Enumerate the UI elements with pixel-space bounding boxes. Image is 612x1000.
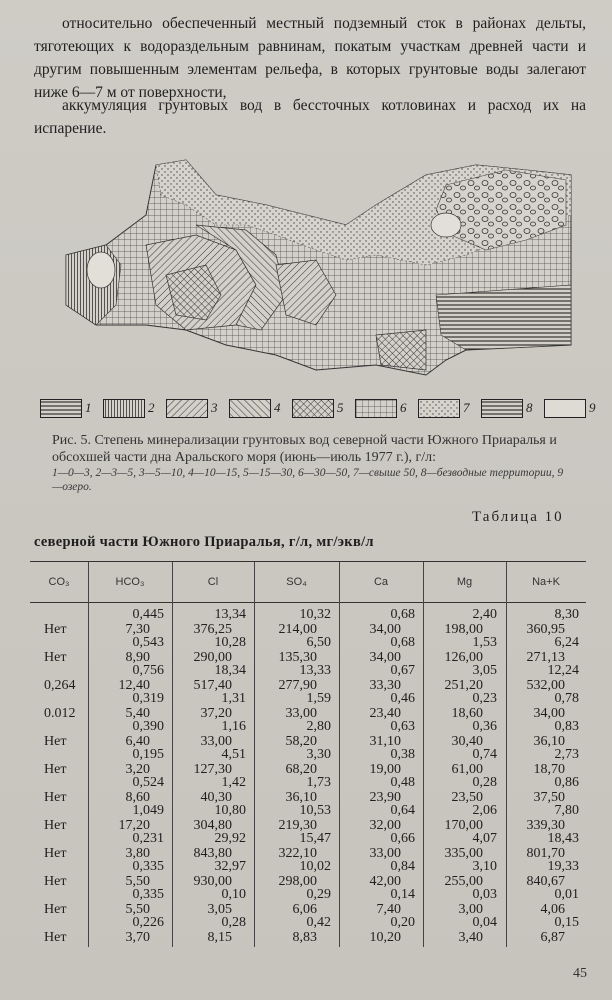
value-mg-l: 0,335	[132, 859, 164, 874]
cell-nak	[527, 635, 580, 665]
cell-ca	[370, 607, 416, 637]
cell-hco3	[126, 607, 165, 637]
legend-number: 3	[211, 400, 218, 415]
value-mg-l: 0,335	[132, 887, 164, 902]
cell-co3: 0,264	[44, 678, 76, 693]
cell-ca	[377, 887, 416, 917]
value-mg-l: 0,445	[132, 607, 164, 622]
value-mg-ekv: 251,20	[444, 678, 483, 693]
value-mg-ekv: 304,80	[193, 818, 232, 833]
figure-caption-legend: 1—0—3, 2—3—5, 3—5—10, 4—10—15, 5—15—30, 6—30—50, 7—свыше 50, 8—безводные территории, 9—озеро.	[52, 467, 564, 493]
header-cell: HCO₃	[115, 576, 145, 588]
cell-mg	[445, 831, 498, 861]
value-mg-l: 2,06	[472, 803, 497, 818]
cell-cl	[194, 663, 247, 693]
value-mg-ekv: 61,00	[451, 762, 483, 777]
cell-hco3	[119, 663, 165, 693]
value-mg-l: 1,31	[221, 691, 246, 706]
legend-swatch-diag	[166, 399, 208, 418]
value-mg-l: 0,78	[554, 691, 579, 706]
legend-swatch-hstripe	[40, 399, 82, 418]
cell-hco3	[126, 859, 165, 889]
value-mg-l: 1,53	[472, 635, 497, 650]
value-mg-ekv: 3,80	[125, 846, 150, 861]
cell-cl	[194, 635, 247, 665]
legend-number: 8	[526, 400, 533, 415]
value-mg-l: 0,14	[390, 887, 415, 902]
value-mg-ekv: 8,15	[207, 930, 232, 945]
cell-nak	[534, 719, 580, 749]
value-mg-ekv: 58,20	[285, 734, 317, 749]
value-mg-ekv: 17,20	[118, 818, 150, 833]
value-mg-ekv: 4,06	[540, 902, 565, 917]
cell-ca	[370, 775, 416, 805]
value-mg-l: 0,29	[306, 887, 331, 902]
cell-cl	[194, 747, 247, 777]
cell-mg	[452, 775, 498, 805]
value-mg-l: 0,83	[554, 719, 579, 734]
cell-so4	[286, 747, 332, 777]
value-mg-ekv: 6,40	[125, 734, 150, 749]
value-mg-l: 13,34	[214, 607, 246, 622]
cell-mg	[452, 747, 498, 777]
value-mg-l: 0,42	[306, 915, 331, 930]
value-mg-ekv: 3,40	[458, 930, 483, 945]
value-mg-l: 2,80	[306, 719, 331, 734]
value-mg-ekv: 34,00	[369, 650, 401, 665]
value-mg-l: 10,02	[299, 859, 331, 874]
value-mg-l: 1,42	[221, 775, 246, 790]
legend-number: 4	[274, 400, 281, 415]
cell-nak	[527, 663, 580, 693]
value-mg-l: 0,390	[132, 719, 164, 734]
legend-swatch-vstripe	[103, 399, 145, 418]
value-mg-ekv: 36,10	[533, 734, 565, 749]
value-mg-ekv: 6,87	[540, 930, 565, 945]
cell-ca	[370, 859, 416, 889]
value-mg-ekv: 126,00	[444, 650, 483, 665]
figure-caption: Рис. 5. Степень минерализации грунтовых вод северной части Южного Приаралья и обсохшей части дна Аральского моря (июнь—июль 1977 г.), г/л:	[52, 433, 557, 465]
value-mg-l: 0,36	[472, 719, 497, 734]
cell-nak	[534, 691, 580, 721]
value-mg-l: 12,24	[547, 663, 579, 678]
value-mg-ekv: 840,67	[526, 874, 565, 889]
value-mg-ekv: 255,00	[444, 874, 483, 889]
value-mg-l: 0,86	[554, 775, 579, 790]
value-mg-ekv: 10,20	[369, 930, 401, 945]
value-mg-l: 2,73	[554, 747, 579, 762]
cell-hco3	[126, 691, 165, 721]
header-cell: Mg	[456, 576, 473, 588]
cell-co3: 0.012	[44, 706, 76, 721]
value-mg-l: 0,04	[472, 915, 497, 930]
value-mg-l: 19,33	[547, 859, 579, 874]
value-mg-ekv: 23,90	[369, 790, 401, 805]
legend-item-3	[166, 399, 225, 418]
value-mg-ekv: 34,00	[369, 622, 401, 637]
cell-so4	[286, 775, 332, 805]
value-mg-l: 0,28	[221, 915, 246, 930]
value-mg-ekv: 37,50	[533, 790, 565, 805]
value-mg-l: 0,68	[390, 607, 415, 622]
value-mg-ekv: 5,40	[125, 706, 150, 721]
cell-so4	[293, 887, 332, 917]
legend-item-6	[355, 399, 414, 418]
value-mg-l: 13,33	[299, 663, 331, 678]
value-mg-ekv: 19,00	[369, 762, 401, 777]
value-mg-ekv: 32,00	[369, 818, 401, 833]
value-mg-l: 0,64	[390, 803, 415, 818]
value-mg-l: 6,24	[554, 635, 579, 650]
paragraph-1: относительно обеспеченный местный подземный сток в районах дельты, тяготеющих к водораздельным равнинам, покатым участкам древней части и другим повышенным элементам рельефа, в которых грунтовые воды залегают ниже 6—7 м от поверхности,	[34, 15, 586, 101]
cell-hco3	[126, 831, 165, 861]
cell-ca	[370, 831, 416, 861]
value-mg-l: 10,53	[299, 803, 331, 818]
cell-cl	[194, 831, 247, 861]
cell-nak	[541, 887, 580, 917]
value-mg-ekv: 5,50	[125, 874, 150, 889]
cell-so4	[279, 859, 332, 889]
cell-so4	[286, 719, 332, 749]
legend-number: 2	[148, 400, 155, 415]
cell-co3: Нет	[44, 874, 67, 889]
value-mg-ekv: 68,20	[285, 762, 317, 777]
value-mg-l: 4,07	[472, 831, 497, 846]
cell-hco3	[126, 887, 165, 917]
value-mg-l: 1,73	[306, 775, 331, 790]
cell-so4	[293, 915, 332, 945]
value-mg-l: 0,28	[472, 775, 497, 790]
chemistry-table	[30, 561, 586, 947]
value-mg-l: 29,92	[214, 831, 246, 846]
value-mg-l: 1,049	[132, 803, 164, 818]
value-mg-ekv: 42,00	[369, 874, 401, 889]
legend-swatch-grid	[355, 399, 397, 418]
value-mg-l: 0,10	[221, 887, 246, 902]
cell-co3: Нет	[44, 650, 67, 665]
value-mg-l: 0,756	[132, 663, 164, 678]
table-row	[30, 915, 586, 954]
value-mg-ekv: 12,40	[118, 678, 150, 693]
value-mg-ekv: 34,00	[533, 706, 565, 721]
value-mg-l: 0,20	[390, 915, 415, 930]
cell-cl	[201, 719, 247, 749]
cell-so4	[279, 607, 332, 637]
value-mg-l: 18,34	[214, 663, 246, 678]
value-mg-ekv: 33,30	[369, 678, 401, 693]
value-mg-l: 0,226	[132, 915, 164, 930]
value-mg-ekv: 219,30	[278, 818, 317, 833]
value-mg-l: 0,319	[132, 691, 164, 706]
value-mg-ekv: 360,95	[526, 622, 565, 637]
value-mg-l: 3,05	[472, 663, 497, 678]
cell-nak	[527, 859, 580, 889]
cell-ca	[370, 747, 416, 777]
cell-hco3	[126, 747, 165, 777]
value-mg-ekv: 517,40	[193, 678, 232, 693]
value-mg-l: 10,28	[214, 635, 246, 650]
cell-co3: Нет	[44, 622, 67, 637]
header-cell: SO₄	[286, 576, 307, 588]
value-mg-l: 0,84	[390, 859, 415, 874]
cell-co3: Нет	[44, 902, 67, 917]
cell-mg	[452, 719, 498, 749]
cell-so4	[279, 663, 332, 693]
legend-swatch-hstripe-dense	[481, 399, 523, 418]
value-mg-ekv: 135,30	[278, 650, 317, 665]
value-mg-ekv: 7,40	[376, 902, 401, 917]
header-cell: Ca	[373, 576, 389, 588]
cell-mg	[452, 691, 498, 721]
value-mg-ekv: 30,40	[451, 734, 483, 749]
value-mg-ekv: 3,70	[125, 930, 150, 945]
cell-nak	[534, 775, 580, 805]
value-mg-l: 32,97	[214, 859, 246, 874]
value-mg-ekv: 198,00	[444, 622, 483, 637]
cell-ca	[370, 803, 416, 833]
value-mg-ekv: 8,90	[125, 650, 150, 665]
value-mg-ekv: 40,30	[200, 790, 232, 805]
cell-ca	[370, 719, 416, 749]
cell-cl	[201, 691, 247, 721]
cell-ca	[370, 635, 416, 665]
value-mg-ekv: 290,00	[193, 650, 232, 665]
value-mg-ekv: 801,70	[526, 846, 565, 861]
legend-item-5	[292, 399, 351, 418]
value-mg-ekv: 18,70	[533, 762, 565, 777]
value-mg-l: 3,10	[472, 859, 497, 874]
legend-item-8	[481, 399, 540, 418]
legend-number: 5	[337, 400, 344, 415]
legend-swatch-cross	[292, 399, 334, 418]
value-mg-ekv: 3,20	[125, 762, 150, 777]
value-mg-ekv: 8,60	[125, 790, 150, 805]
value-mg-l: 3,30	[306, 747, 331, 762]
value-mg-ekv: 277,90	[278, 678, 317, 693]
cell-so4	[279, 803, 332, 833]
value-mg-l: 0,46	[390, 691, 415, 706]
cell-cl	[194, 859, 247, 889]
value-mg-ekv: 37,20	[200, 706, 232, 721]
cell-hco3	[119, 803, 165, 833]
value-mg-l: 1,16	[221, 719, 246, 734]
value-mg-ekv: 33,00	[369, 846, 401, 861]
header-cell: Cl	[207, 576, 219, 588]
value-mg-ekv: 339,30	[526, 818, 565, 833]
value-mg-l: 0,74	[472, 747, 497, 762]
value-mg-ekv: 7,30	[125, 622, 150, 637]
value-mg-ekv: 376,25	[193, 622, 232, 637]
value-mg-l: 0,66	[390, 831, 415, 846]
value-mg-l: 0,68	[390, 635, 415, 650]
table-header	[30, 562, 586, 603]
cell-mg	[445, 803, 498, 833]
cell-co3: Нет	[44, 930, 67, 945]
cell-mg	[445, 635, 498, 665]
legend-swatch-dots	[418, 399, 460, 418]
cell-so4	[279, 831, 332, 861]
value-mg-l: 0,48	[390, 775, 415, 790]
value-mg-ekv: 127,30	[193, 762, 232, 777]
cell-nak	[527, 831, 580, 861]
cell-mg	[445, 663, 498, 693]
cell-nak	[527, 803, 580, 833]
cell-co3: Нет	[44, 734, 67, 749]
cell-nak	[527, 607, 580, 637]
value-mg-ekv: 6,06	[292, 902, 317, 917]
cell-ca	[370, 915, 416, 945]
cell-so4	[279, 635, 332, 665]
cell-cl	[208, 887, 247, 917]
value-mg-ekv: 3,05	[207, 902, 232, 917]
cell-so4	[286, 691, 332, 721]
value-mg-ekv: 170,00	[444, 818, 483, 833]
value-mg-ekv: 3,00	[458, 902, 483, 917]
value-mg-l: 0,03	[472, 887, 497, 902]
cell-co3: Нет	[44, 790, 67, 805]
value-mg-l: 1,59	[306, 691, 331, 706]
page-number: 45	[573, 966, 587, 981]
groundwater-mineralization-map	[46, 155, 576, 387]
legend-number: 6	[400, 400, 407, 415]
legend-item-4	[229, 399, 288, 418]
value-mg-ekv: 36,10	[285, 790, 317, 805]
value-mg-l: 0,543	[132, 635, 164, 650]
cell-cl	[194, 607, 247, 637]
value-mg-l: 0,15	[554, 915, 579, 930]
value-mg-l: 2,40	[472, 607, 497, 622]
value-mg-ekv: 335,00	[444, 846, 483, 861]
value-mg-l: 18,43	[547, 831, 579, 846]
value-mg-l: 0,38	[390, 747, 415, 762]
value-mg-ekv: 298,00	[278, 874, 317, 889]
table-title: северной части Южного Приаралья, г/л, мг/экв/л	[34, 534, 374, 550]
value-mg-l: 6,50	[306, 635, 331, 650]
value-mg-l: 15,47	[299, 831, 331, 846]
value-mg-l: 10,32	[299, 607, 331, 622]
cell-cl	[194, 803, 247, 833]
value-mg-l: 4,51	[221, 747, 246, 762]
cell-hco3	[126, 719, 165, 749]
legend-item-2	[103, 399, 162, 418]
value-mg-l: 10,80	[214, 803, 246, 818]
value-mg-ekv: 23,40	[369, 706, 401, 721]
value-mg-ekv: 5,50	[125, 902, 150, 917]
cell-co3: Нет	[44, 762, 67, 777]
value-mg-ekv: 930,00	[193, 874, 232, 889]
value-mg-ekv: 23,50	[451, 790, 483, 805]
header-cell: CO₃	[48, 576, 70, 588]
legend-number: 1	[85, 400, 92, 415]
value-mg-ekv: 8,83	[292, 930, 317, 945]
legend-number: 9	[589, 400, 596, 415]
cell-hco3	[126, 775, 165, 805]
value-mg-ekv: 214,00	[278, 622, 317, 637]
value-mg-l: 7,80	[554, 803, 579, 818]
value-mg-ekv: 322,10	[278, 846, 317, 861]
table-label: Таблица 10	[472, 509, 564, 525]
cell-nak	[541, 915, 580, 945]
header-cell: Na+K	[532, 576, 560, 588]
legend-item-9	[544, 399, 603, 418]
value-mg-ekv: 33,00	[285, 706, 317, 721]
value-mg-l: 0,63	[390, 719, 415, 734]
value-mg-l: 8,30	[554, 607, 579, 622]
paragraph-2: аккумуляция грунтовых вод в бессточных котловинах и расход их на испарение.	[34, 97, 586, 137]
legend-item-1	[40, 399, 99, 418]
cell-co3: Нет	[44, 846, 67, 861]
value-mg-l: 0,231	[132, 831, 164, 846]
cell-ca	[370, 691, 416, 721]
cell-cl	[208, 915, 247, 945]
cell-mg	[459, 915, 498, 945]
cell-co3: Нет	[44, 818, 67, 833]
cell-hco3	[126, 635, 165, 665]
map-legend	[40, 395, 596, 421]
value-mg-ekv: 18,60	[451, 706, 483, 721]
value-mg-l: 0,524	[132, 775, 164, 790]
value-mg-l: 0,195	[132, 747, 164, 762]
cell-cl	[201, 775, 247, 805]
cell-nak	[534, 747, 580, 777]
cell-ca	[370, 663, 416, 693]
value-mg-ekv: 843,80	[193, 846, 232, 861]
value-mg-l: 0,67	[390, 663, 415, 678]
legend-number: 7	[463, 400, 470, 415]
value-mg-ekv: 33,00	[200, 734, 232, 749]
value-mg-ekv: 532,00	[526, 678, 565, 693]
cell-mg	[445, 607, 498, 637]
cell-mg	[445, 859, 498, 889]
legend-item-7	[418, 399, 477, 418]
value-mg-l: 0,23	[472, 691, 497, 706]
value-mg-l: 0,01	[554, 887, 579, 902]
legend-swatch-diag2	[229, 399, 271, 418]
value-mg-ekv: 31,10	[369, 734, 401, 749]
legend-swatch-blank	[544, 399, 586, 418]
value-mg-ekv: 271,13	[526, 650, 565, 665]
cell-hco3	[126, 915, 165, 945]
cell-mg	[459, 887, 498, 917]
